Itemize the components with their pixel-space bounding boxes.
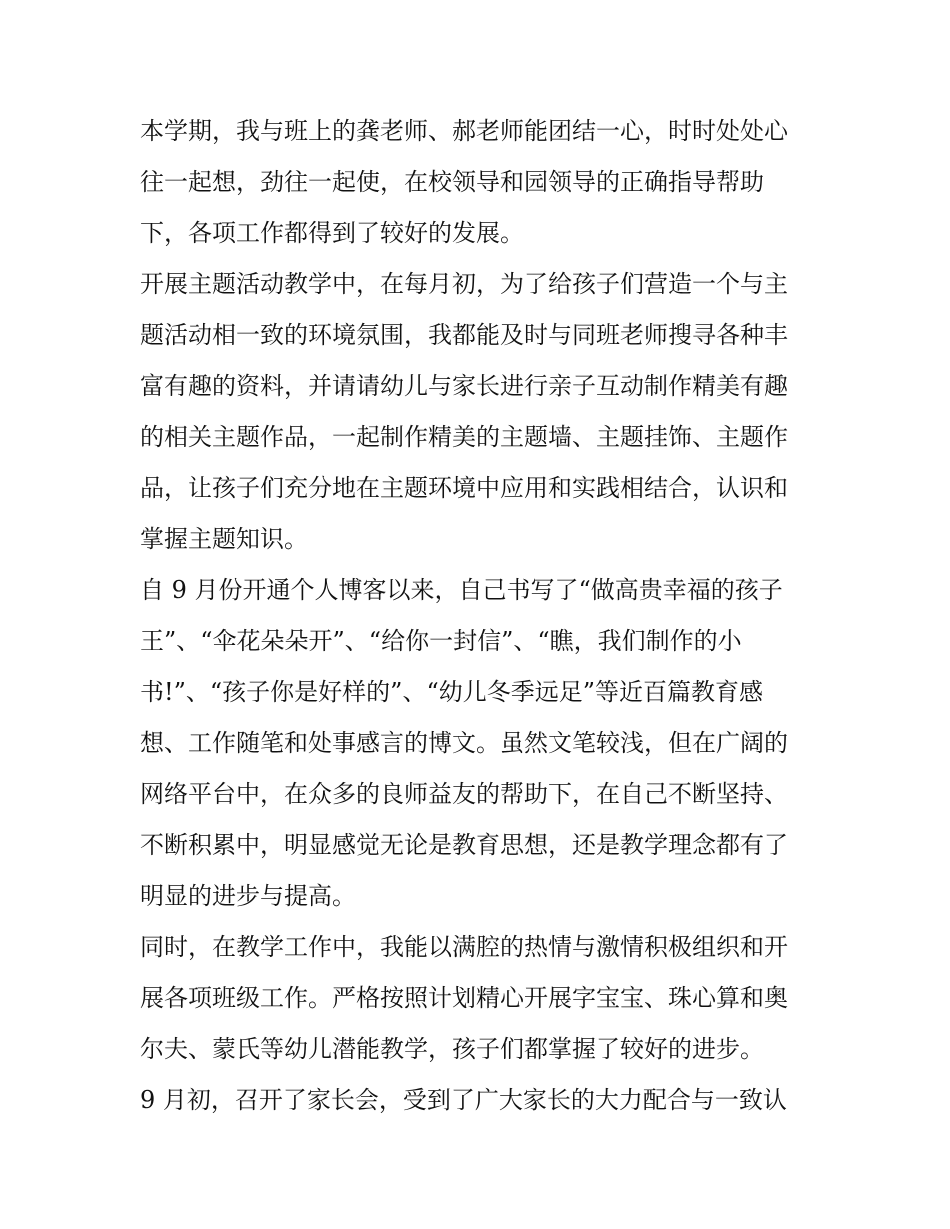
text-line: 同时，在教学工作中，我能以满腔的热情与激情积极组织和开 bbox=[140, 933, 788, 961]
text-line: 开展主题活动教学中，在每月初，为了给孩子们营造一个与主 bbox=[140, 270, 788, 298]
text-line: 王”、“伞花朵朵开”、“给你一封信”、“瞧，我们制作的小 bbox=[140, 627, 742, 655]
text-line: 明显的进步与提高。 bbox=[140, 882, 356, 910]
text-line: 不断积累中，明显感觉无论是教育思想，还是教学理念都有了 bbox=[140, 831, 788, 859]
body-text bbox=[140, 106, 830, 1126]
text-line: 掌握主题知识。 bbox=[140, 525, 308, 553]
text-line: 品，让孩子们充分地在主题环境中应用和实践相结合，认识和 bbox=[140, 474, 788, 502]
text-line: 网络平台中，在众多的良师益友的帮助下，在自己不断坚持、 bbox=[140, 780, 788, 808]
text-line: 书!”、“孩子你是好样的”、“幼儿冬季远足”等近百篇教育感 bbox=[140, 678, 763, 706]
text-line: 往一起想，劲往一起使，在校领导和园领导的正确指导帮助 bbox=[140, 168, 764, 196]
text-line: 富有趣的资料，并请请幼儿与家长进行亲子互动制作精美有趣 bbox=[140, 372, 788, 400]
text-line: 展各项班级工作。严格按照计划精心开展字宝宝、珠心算和奥 bbox=[140, 984, 788, 1012]
text-line: 9 月初，召开了家长会，受到了广大家长的大力配合与一致认 bbox=[140, 1086, 787, 1114]
text-line: 下，各项工作都得到了较好的发展。 bbox=[140, 219, 524, 247]
text-line: 的相关主题作品，一起制作精美的主题墙、主题挂饰、主题作 bbox=[140, 423, 788, 451]
text-line: 尔夫、蒙氏等幼儿潜能教学，孩子们都掌握了较好的进步。 bbox=[140, 1035, 764, 1063]
text-line: 本学期，我与班上的龚老师、郝老师能团结一心，时时处处心 bbox=[140, 117, 788, 145]
text-line: 题活动相一致的环境氛围，我都能及时与同班老师搜寻各种丰 bbox=[140, 321, 788, 349]
text-line: 想、工作随笔和处事感言的博文。虽然文笔较浅，但在广阔的 bbox=[140, 729, 788, 757]
text-line: 自 9 月份开通个人博客以来，自己书写了“做高贵幸福的孩子 bbox=[140, 576, 783, 604]
